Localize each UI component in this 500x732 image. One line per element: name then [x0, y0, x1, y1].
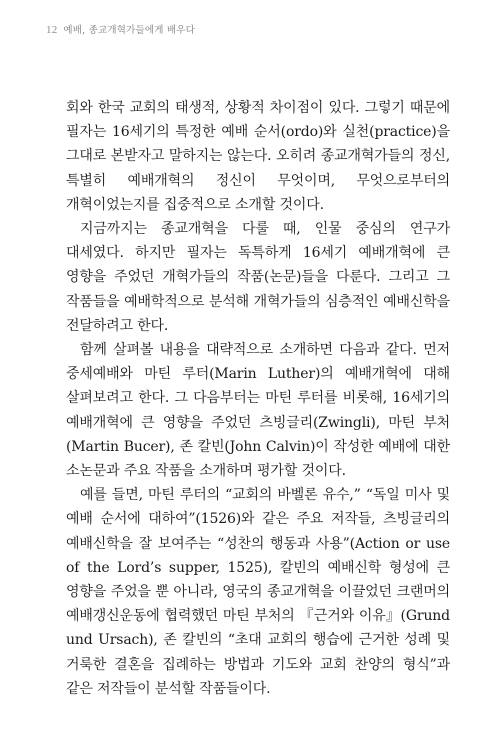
running-header [46, 22, 195, 36]
paragraph-3: 함께 살펴볼 내용을 대략적으로 소개하면 다음과 같다. 먼저 중세예배와 마틴 루터(Marin Luther)의 예배개혁에 대해 살펴보려고 한다. 그 다음부터는 마틴 루터를 비롯해, 16세기의 예배개혁에 큰 영향을 주었던 츠빙글리(Zwingli), 마틴 부처(Martin Bucer), 존 칼빈(John Calvin)이 작성한 예배에 대한 소논문과 주요 작품을 소개하며 평가할 것이다. [66, 342, 450, 480]
page-number: 12 [46, 24, 58, 36]
paragraph-4: 예를 들면, 마틴 루터의 “교회의 바벨론 유수,” “독일 미사 및 예배 순서에 대하여”(1526)와 같은 주요 저작들, 츠빙글리의 예배신학을 잘 보여주는 “성찬의 행동과 사용”(Action or use of the Lord’s supper, 1525), 칼빈의 예배신학 형성에 큰 영향을 주었을 뿐 아니라, 영국의 종교개혁을 이끌었던 크랜머의 예배갱신운동에 협력했던 마틴 부처의 『근거와 이유』(Grund und Ursach), 존 칼빈의 “초대 교회의 행습에 근거한 성례 및 거룩한 결혼을 집례하는 방법과 기도와 교회 찬양의 형식”과 같은 저작들이 분석할 작품들이다. [66, 487, 450, 697]
paragraph-1: 회와 한국 교회의 태생적, 상황적 차이점이 있다. 그렇기 때문에 필자는 16세기의 특정한 예배 순서(ordo)와 실천(practice)을 그대로 본받자고 말하지는 않는다. 오히려 종교개혁가들의 정신, 특별히 예배개혁의 정신이 무엇이며, 무엇으로부터의 개혁이었는지를 집중적으로 소개할 것이다. [66, 100, 450, 213]
body-text [66, 96, 450, 701]
paragraph-2: 지금까지는 종교개혁을 다룰 때, 인물 중심의 연구가 대세였다. 하지만 필자는 독특하게 16세기 예배개혁에 큰 영향을 주었던 개혁가들의 작품(논문)들을 다룬다. 그리고 그 작품들을 예배학적으로 분석해 개혁가들의 심층적인 예배신학을 전달하려고 한다. [66, 221, 450, 334]
running-title: 예배, 종교개혁가들에게 배우다 [63, 25, 195, 36]
